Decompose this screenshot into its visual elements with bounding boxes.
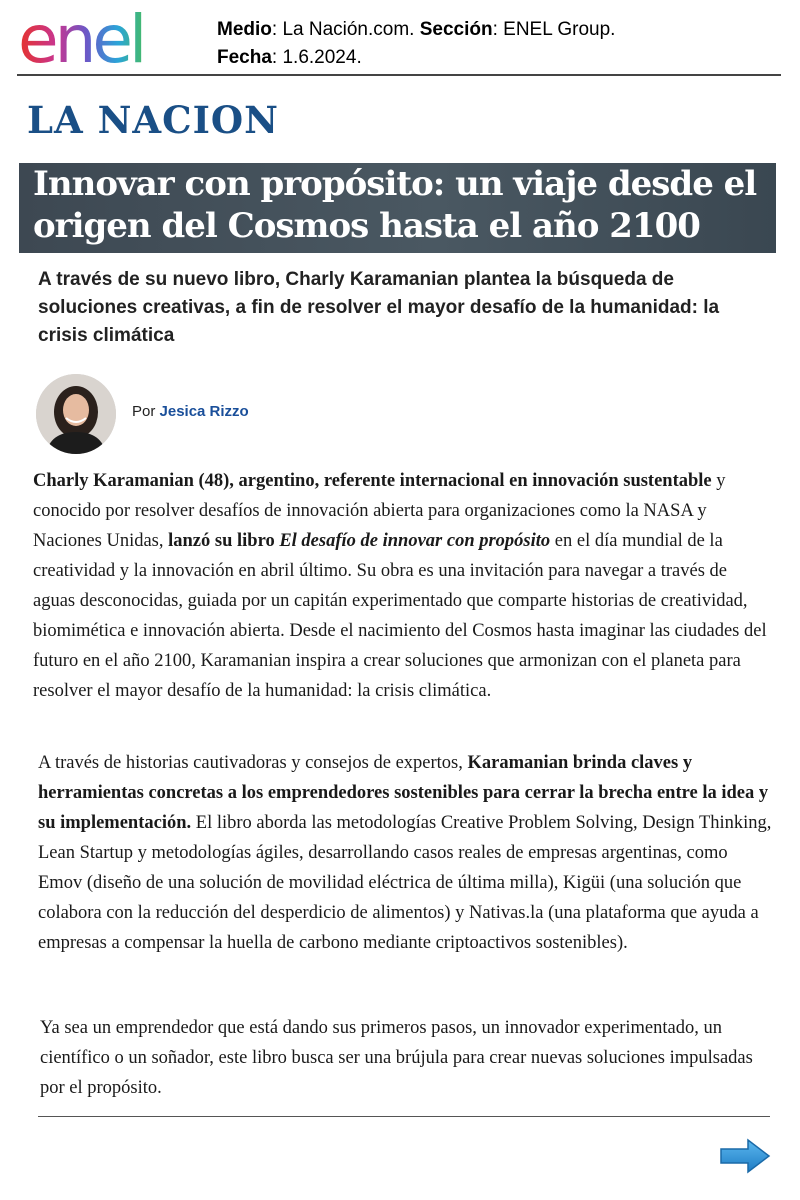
p2-bold-1: Karamanian brinda claves y herramientas concretas a los emprendedores sostenibles para cerrar la brecha entre la idea y su implementación. bbox=[38, 753, 769, 833]
newspaper-masthead: LA NACION bbox=[27, 98, 279, 142]
article-subtitle: A través de su nuevo libro, Charly Karamanian plantea la búsqueda de soluciones creativas, a fin de resolver el mayor desafío de la humanidad: la crisis climática bbox=[38, 269, 720, 346]
author-link[interactable]: Jesica Rizzo bbox=[159, 403, 249, 420]
author-avatar bbox=[36, 374, 116, 454]
header-divider bbox=[17, 74, 781, 76]
paragraph-2 bbox=[38, 748, 773, 958]
seccion-value: : ENEL Group. bbox=[492, 19, 616, 40]
source-meta bbox=[217, 16, 615, 72]
medio-value: : La Nación.com. bbox=[271, 19, 420, 40]
enel-logo bbox=[16, 4, 192, 72]
fecha-label: Fecha bbox=[217, 47, 272, 68]
article-headline: Innovar con propósito: un viaje desde el origen del Cosmos hasta el año 2100 bbox=[33, 164, 757, 246]
p1-bold-1: Charly Karamanian (48), argentino, referente internacional en innovación sustentable bbox=[33, 471, 712, 491]
medio-label: Medio bbox=[217, 19, 272, 40]
headline-banner bbox=[19, 163, 776, 253]
author-photo-icon bbox=[36, 374, 116, 454]
p1-bold-2: lanzó su libro bbox=[168, 531, 280, 551]
paragraph-1 bbox=[33, 466, 773, 706]
p2-text-1: A través de historias cautivadoras y consejos de expertos, bbox=[38, 753, 468, 773]
page-header bbox=[0, 0, 800, 78]
byline-prefix: Por bbox=[132, 403, 156, 420]
p1-text-1: y conocido por resolver desafíos de innovación abierta para organizaciones como la NASA y Naciones Unidas, bbox=[33, 471, 726, 551]
paragraph-3: Ya sea un emprendedor que está dando sus primeros pasos, un innovador experimentado, un científico o un soñador, este libro busca ser una brújula para crear nuevas soluciones impulsadas por el propósito. bbox=[40, 1018, 753, 1098]
right-arrow-icon[interactable] bbox=[718, 1136, 772, 1176]
p2-text-2: El libro aborda las metodologías Creative Problem Solving, Design Thinking, Lean Startup y metodologías ágiles, desarrollando casos reales de empresas argentinas, como Emov (diseño de una solución de movilidad eléctrica de última milla), Kigüi (una solución que colabora con la reducción del desperdicio de alimentos) y Nativas.la (una plataforma que ayuda a empresas a compensar la huella de carbono mediante criptoactivos sostenibles). bbox=[38, 813, 772, 953]
footer-divider bbox=[38, 1116, 770, 1117]
book-title: El desafío de innovar con propósito bbox=[279, 531, 551, 551]
svg-text:enel: enel bbox=[18, 4, 144, 72]
seccion-label: Sección bbox=[419, 19, 493, 40]
p1-text-2: en el día mundial de la creatividad y la innovación en abril último. Su obra es una invitación para navegar a través de aguas desconocidas, guiada por un capitán experimentado que comparte historias de creatividad, biomimética e innovación abierta. Desde el nacimiento del Cosmos hasta imaginar las ciudades del futuro en el año 2100, Karamanian inspira a crear soluciones que armonizan con el planeta para resolver el mayor desafío de la humanidad: la crisis climática. bbox=[33, 531, 767, 701]
byline bbox=[132, 403, 249, 420]
fecha-value: : 1.6.2024. bbox=[271, 47, 362, 68]
